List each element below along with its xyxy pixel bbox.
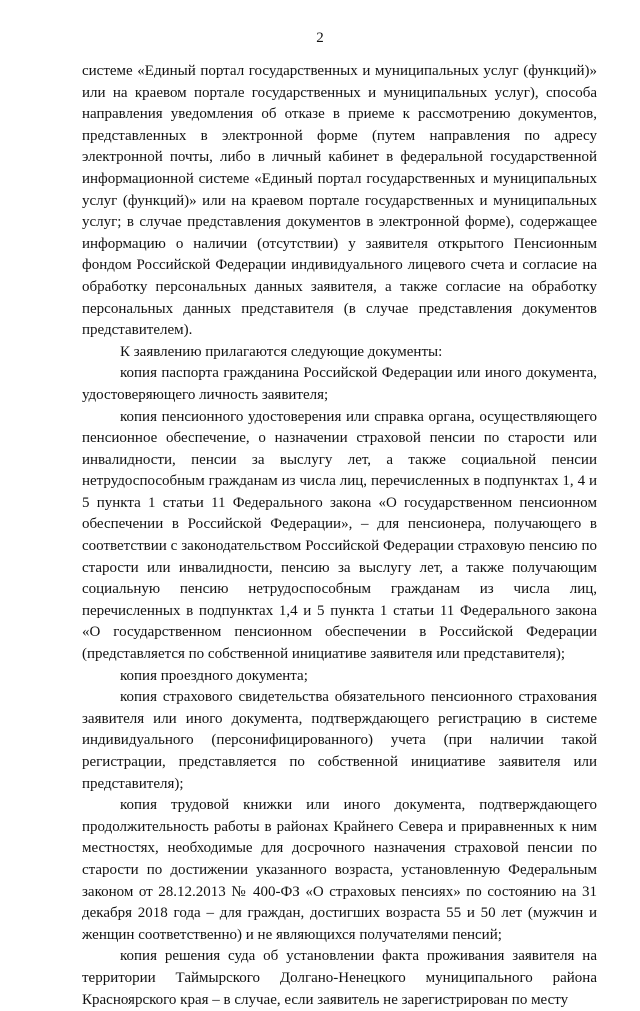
paragraph-passport-copy: копия паспорта гражданина Российской Федерации или иного документа, удостоверяющего личность заявителя;	[82, 365, 597, 403]
paragraph-travel-document: копия проездного документа;	[120, 667, 308, 684]
paragraph-employment-record: копия трудовой книжки или иного документа, подтверждающего продолжительность работы в районах Крайнего Севера и приравненных к ним местностях, необходимые для досрочного назначения страховой пенсии по старости по достижении указанного возраста, установленную Федеральным законом от 28.12.2013 № 400-ФЗ «О страховых пенсиях» по состоянию на 31 декабря 2018 года – для граждан, достигших возраста 55 и 50 лет (мужчин и женщин соответственно) и не являющихся получателями пенсий;	[82, 797, 597, 943]
page-number: 2	[316, 30, 324, 46]
document-body	[82, 61, 597, 1011]
paragraph-pension-certificate: копия пенсионного удостоверения или справка органа, осуществляющего пенсионное обеспечение, о назначении страховой пенсии по старости или инвалидности, пенсии за выслугу лет, а также социальной пенсии нетрудоспособным гражданам из числа лиц, перечисленных в подпунктах 1, 4 и 5 пункта 1 статьи 11 Федерального закона «О государственном пенсионном обеспечении в Российской Федерации», – для пенсионера, получающего в соответствии с законодательством Российской Федерации страховую пенсию по старости или инвалидности, пенсию за выслугу лет, а также получающим социальную пенсию нетрудоспособным гражданам из числа лиц, перечисленных в подпунктах 1,4 и 5 пункта 1 статьи 11 Федерального закона «О государственном пенсионном обеспечении в Российской Федерации (представляется по собственной инициативе заявителя или представителя);	[82, 408, 597, 663]
paragraph-attachments-intro: К заявлению прилагаются следующие документы:	[120, 343, 443, 360]
paragraph-insurance-certificate: копия страхового свидетельства обязательного пенсионного страхования заявителя или иного документа, подтверждающего регистрацию в системе индивидуального (персонифицированного) учета (при наличии такой регистрации, представляется по собственной инициативе заявителя или представителя);	[82, 689, 597, 792]
paragraph-continuation: системе «Единый портал государственных и муниципальных услуг (функций)» или на краевом портале государственных и муниципальных услуг), способа направления уведомления об отказе в приеме к рассмотрению документов, представленных в электронной форме (путем направления по адресу электронной почты, либо в личный кабинет в федеральной государственной информационной системе «Единый портал государственных и муниципальных услуг (функций)» или на краевом портале государственных и муниципальных услуг; в случае представления документов в электронной форме), содержащее информацию о наличии (отсутствии) у заявителя открытого Пенсионным фондом Российской Федерации индивидуального лицевого счета и согласие на обработку персональных данных заявителя, а также согласие на обработку персональных данных представителя (в случае представления документов представителем).	[82, 63, 597, 339]
paragraph-court-decision: копия решения суда об установлении факта проживания заявителя на территории Таймырского Долгано-Ненецкого муниципального района Красноярского края – в случае, если заявитель не зарегистрирован по месту	[82, 948, 597, 1008]
